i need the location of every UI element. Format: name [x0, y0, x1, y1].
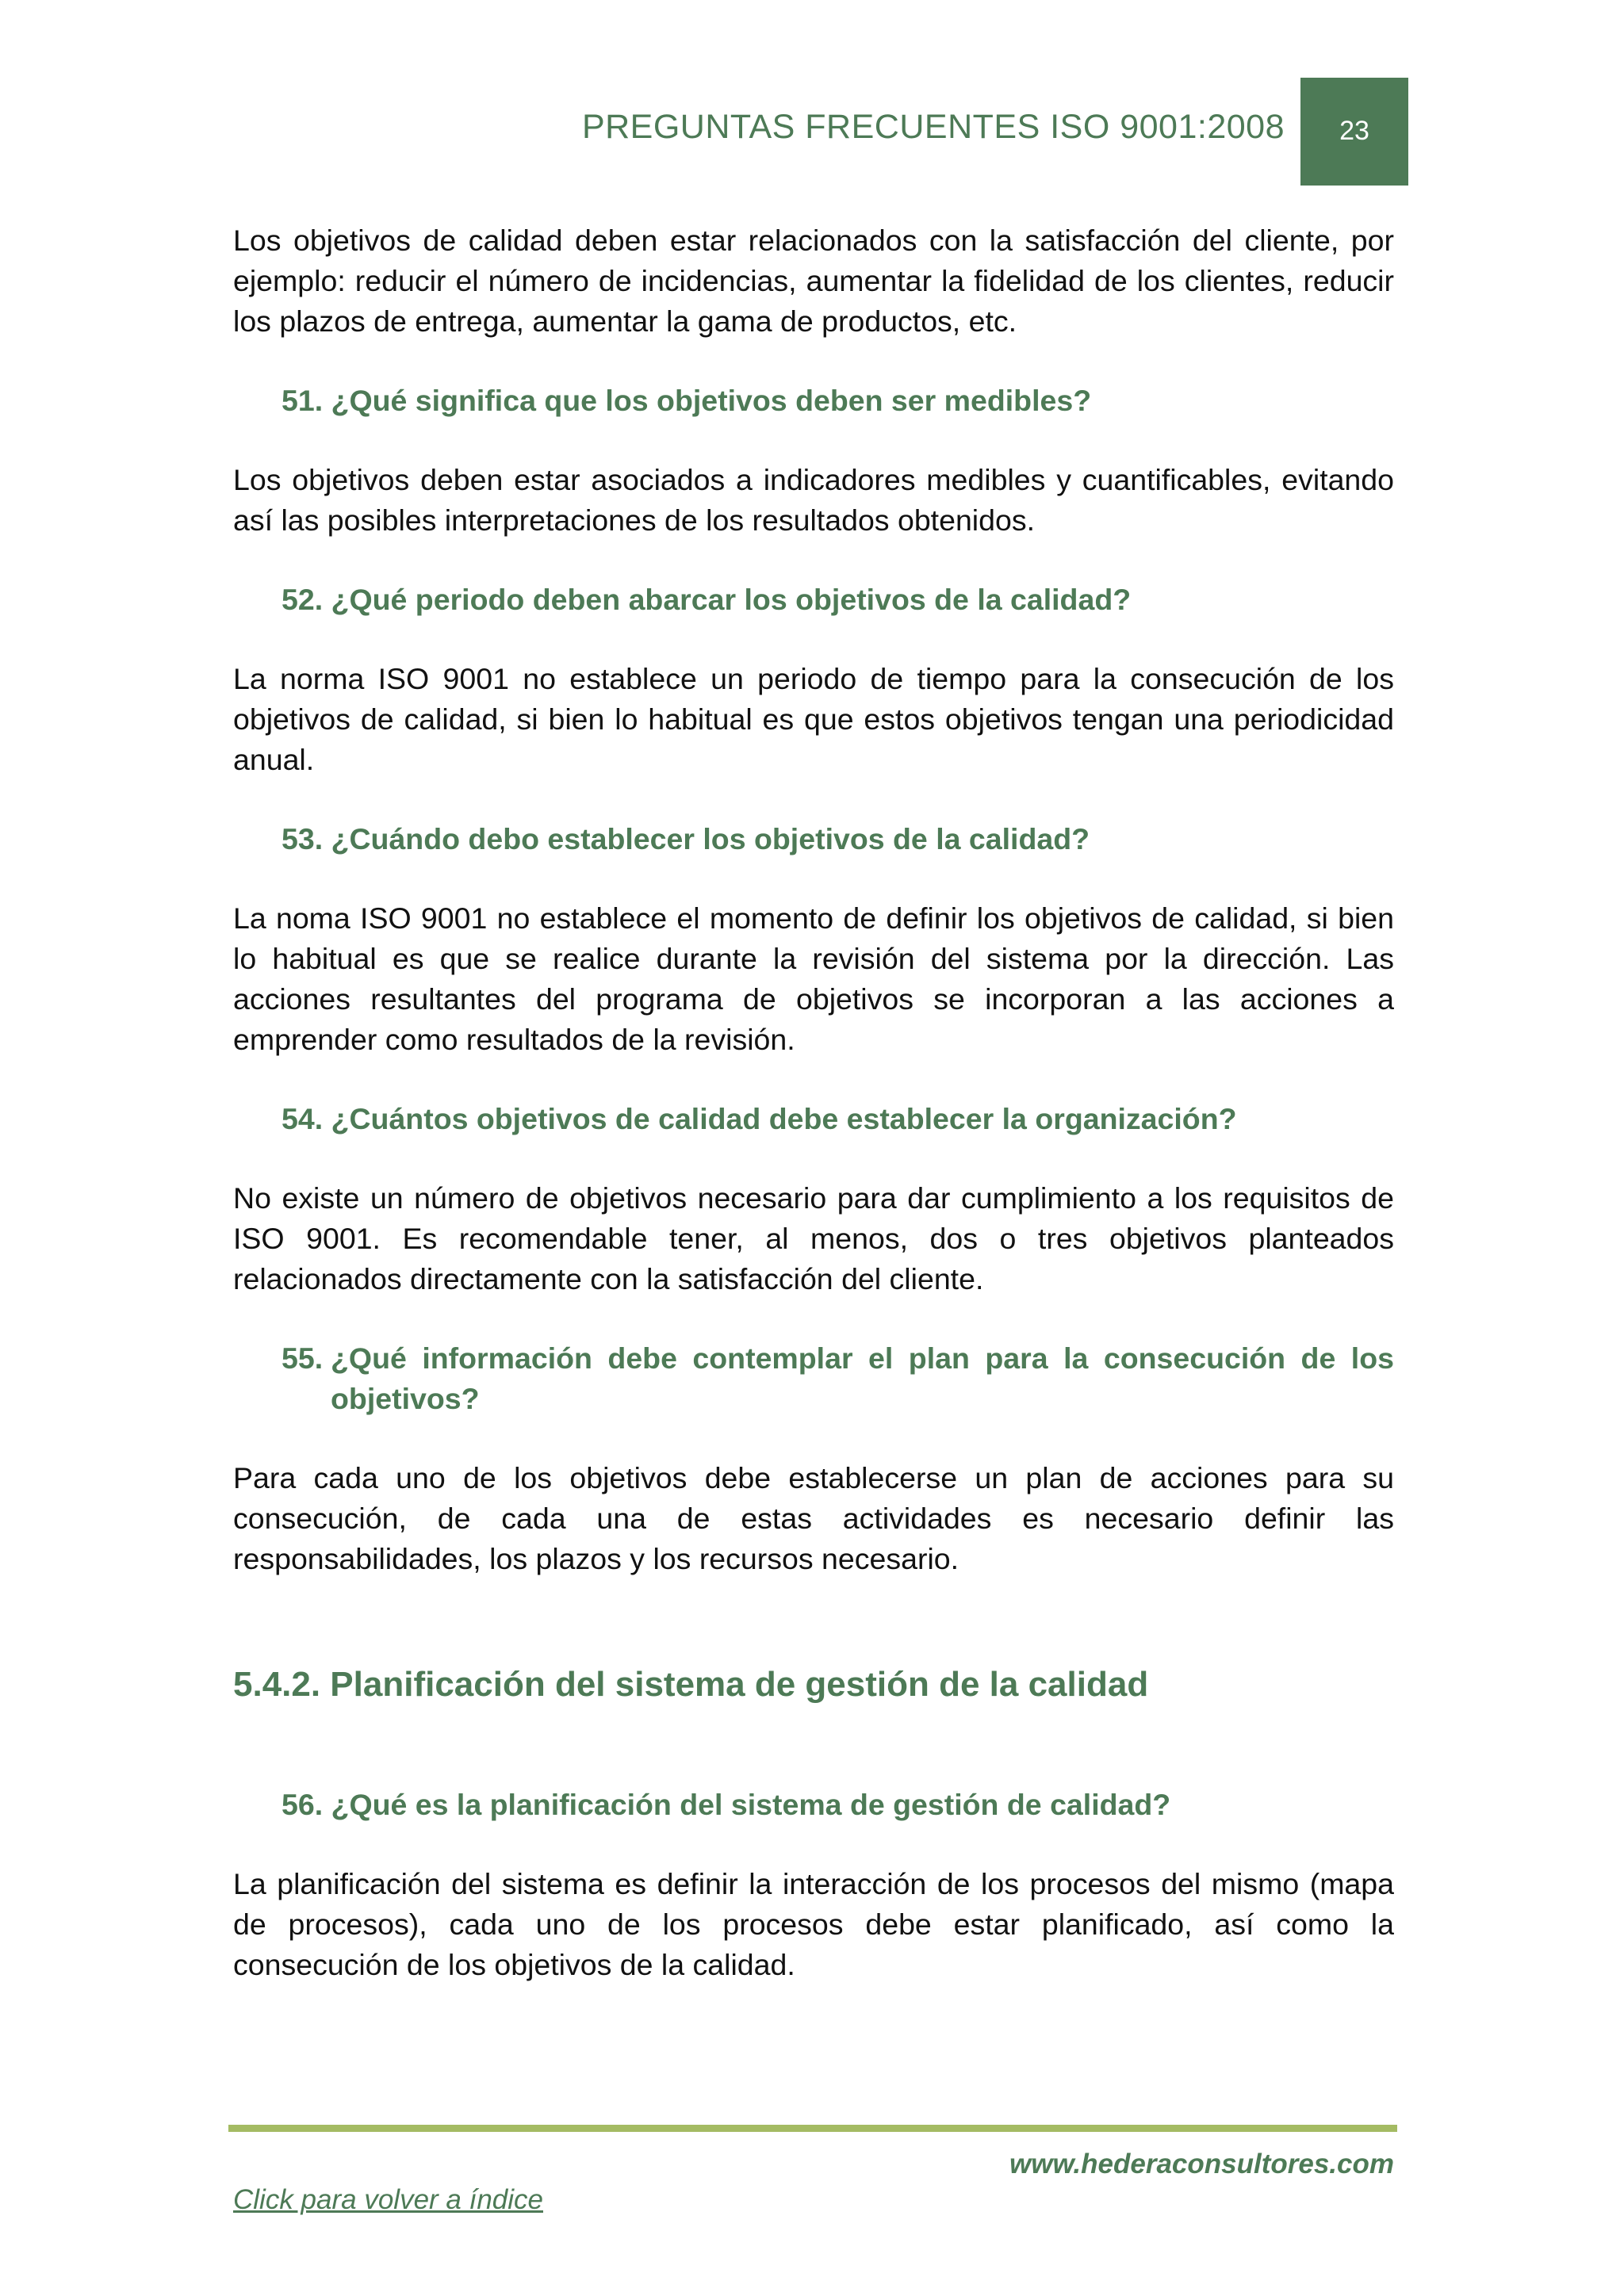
answer-55: Para cada uno de los objetivos debe establecerse un plan de acciones para su consecución, de cada una de estas actividades es necesario definir las responsabilidades, los plazos y los recursos necesario.	[233, 1461, 1394, 1575]
footer-website: www.hederaconsultores.com	[1009, 2149, 1394, 2179]
intro-paragraph: Los objetivos de calidad deben estar relacionados con la satisfacción del cliente, por ejemplo: reducir el número de incidencias, aumentar la fidelidad de los clientes, reducir los plazos de entrega, aumentar la gama de productos, etc.	[233, 224, 1394, 338]
back-to-index-link[interactable]: Click para volver a índice	[233, 2184, 543, 2215]
page-header-title: PREGUNTAS FRECUENTES ISO 9001:2008	[581, 108, 1285, 146]
answer-53: La noma ISO 9001 no establece el momento de definir los objetivos de calidad, si bien lo habitual es que se realice durante la revisión del sistema por la dirección. Las acciones resultantes del programa de objetivos se incorporan a las acciones a emprender como resultados de la revisión.	[233, 901, 1394, 1056]
page-number: 23	[1339, 116, 1369, 146]
question-51: 51. ¿Qué significa que los objetivos deben ser medibles?	[282, 384, 1092, 417]
question-55-number: 55.	[282, 1341, 324, 1375]
document-body	[233, 220, 1394, 1985]
answer-56: La planificación del sistema es definir la interacción de los procesos del mismo (mapa de procesos), cada uno de los procesos debe estar planificado, así como la consecución de los objetivos de la calidad.	[233, 1867, 1394, 1981]
question-55	[233, 1338, 1394, 1419]
answer-54: No existe un número de objetivos necesario para dar cumplimiento a los requisitos de ISO 9001. Es recomendable tener, al menos, dos o tres objetivos planteados relacionados directamente con la satisfacción del cliente.	[233, 1181, 1394, 1295]
question-55-text: ¿Qué información debe contemplar el plan para la consecución de los objetivos?	[331, 1341, 1394, 1415]
footer-divider	[228, 2125, 1397, 2132]
page-number-badge	[1300, 78, 1408, 186]
question-52: 52. ¿Qué periodo deben abarcar los objetivos de la calidad?	[282, 583, 1132, 616]
section-heading: 5.4.2. Planificación del sistema de gestión de la calidad	[233, 1665, 1149, 1704]
answer-51: Los objetivos deben estar asociados a indicadores medibles y cuantificables, evitando así las posibles interpretaciones de los resultados obtenidos.	[233, 463, 1394, 537]
question-56: 56. ¿Qué es la planificación del sistema de gestión de calidad?	[282, 1788, 1171, 1821]
answer-52: La norma ISO 9001 no establece un periodo de tiempo para la consecución de los objetivos de calidad, si bien lo habitual es que estos objetivos tengan una periodicidad anual.	[233, 662, 1394, 776]
question-54: 54. ¿Cuántos objetivos de calidad debe establecer la organización?	[282, 1102, 1237, 1135]
question-53: 53. ¿Cuándo debo establecer los objetivos de la calidad?	[282, 822, 1090, 855]
